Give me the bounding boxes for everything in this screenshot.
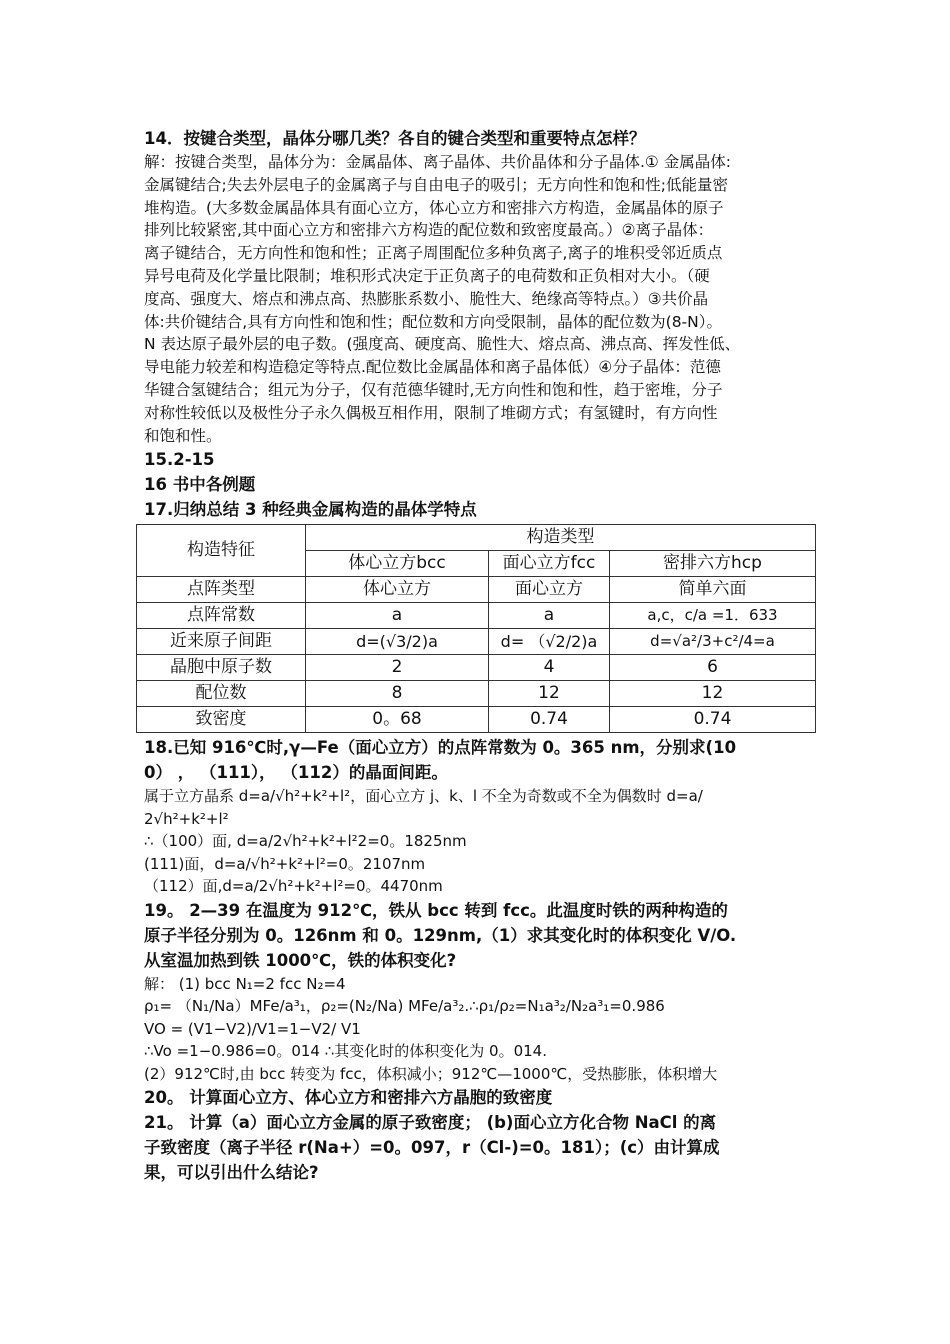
q21-title: 果，可以引出什么结论?: [144, 1163, 319, 1183]
q14-line: 和饱和性。: [144, 426, 222, 445]
table-cell: a: [489, 603, 610, 629]
table-cell: 6: [610, 655, 816, 681]
q18-title: 0） ， （111）， （112）的晶面间距。: [144, 763, 448, 783]
q19-title: 19。 2—39 在温度为 912℃，铁从 bcc 转到 fcc。此温度时铁的两种构造的: [144, 900, 728, 920]
q17-title: 17.归纳总结 3 种经典金属构造的晶体学特点: [144, 500, 477, 520]
table-cell: a: [306, 603, 489, 629]
q14-line: 堆构造。(大多数金属晶体具有面心立方，体心立方和密排六方构造，金属晶体的原子: [144, 198, 724, 217]
q14-line: 排列比较紧密,其中面心立方和密排六方构造的配位数和致密度最高。）②离子晶体：: [144, 221, 714, 240]
table-cell: 体心立方: [306, 577, 489, 603]
table-cell: 0。68: [306, 707, 489, 733]
col-fcc: 面心立方fcc: [489, 551, 610, 577]
q18-line: ∴（100）面, d=a/2√h²+k²+l²2=0。1825nm: [144, 832, 467, 851]
header-type: 构造类型: [306, 525, 816, 551]
q14-line: 华键合氢键结合；组元为分子，仅有范德华键时,无方向性和饱和性，趋于密堆，分子: [144, 380, 723, 399]
q19-title: 原子半径分别为 0。126nm 和 0。129nm,（1）求其变化时的体积变化 V/O.: [144, 925, 737, 945]
q15-title: 15.2-15: [144, 450, 215, 470]
q14-title: 14．按键合类型，晶体分哪几类？各自的键合类型和重要特点怎样？: [144, 129, 646, 148]
table-cell: 12: [489, 681, 610, 707]
q19-title: 从室温加热到铁 1000℃，铁的体积变化?: [144, 950, 457, 970]
table-header-row: [137, 525, 816, 551]
table-cell: 简单六面: [610, 577, 816, 603]
q21-title: 21。 计算（a）面心立方金属的原子致密度； (b)面心立方化合物 NaCl 的离: [144, 1113, 717, 1133]
q19-line: VO = (V1−V2)/V1=1−V2/ V1: [144, 1019, 361, 1038]
q14-line: 导电能力较差和构造稳定等特点.配位数比金属晶体和离子晶体低）④分子晶体：范德: [144, 358, 721, 377]
table-cell: 12: [610, 681, 816, 707]
q18-line: 2√h²+k²+l²: [144, 809, 229, 828]
q19-line: (2）912℃时,由 bcc 转变为 fcc，体积减小；912℃—1000℃，受热膨胀，体积增大: [144, 1064, 718, 1083]
q14-line: 异号电荷及化学量比限制；堆积形式决定于正负离子的电荷数和正负相对大小。（硬: [144, 266, 710, 285]
table-cell: d=(√3/2)a: [306, 629, 489, 655]
row-label: 点阵类型: [137, 577, 306, 603]
q21-title: 子致密度（离子半径 r(Na+）=0。097，r（Cl-)=0。181）；(c）由计算成: [144, 1138, 720, 1158]
table-cell: a,c，c/a =1．633: [610, 603, 816, 629]
q19-line: 解： (1) bcc N₁=2 fcc N₂=4: [144, 974, 346, 993]
q20-title: 20。 计算面心立方、体心立方和密排六方晶胞的致密度: [144, 1088, 553, 1108]
q14-line: 对称性较低以及极性分子永久偶极互相作用，限制了堆砌方式；有氢键时，有方向性: [144, 403, 718, 422]
q19-line: ∴Vo =1−0.986=0。014 ∴其变化时的体积变化为 0。014.: [144, 1042, 547, 1061]
q14-line: 离子键结合，无方向性和饱和性；正离子周围配位多种负离子,离子的堆积受邻近质点: [144, 244, 723, 263]
row-label: 近来原子间距: [137, 629, 306, 655]
table-row: [137, 603, 816, 629]
table-cell: 0.74: [610, 707, 816, 733]
q14-line: 度高、强度大、熔点和沸点高、热膨胀系数小、脆性大、绝缘高等特点。）③共价晶: [144, 289, 709, 308]
table-cell: 2: [306, 655, 489, 681]
row-label: 致密度: [137, 707, 306, 733]
table-row: [137, 577, 816, 603]
col-hcp: 密排六方hcp: [610, 551, 816, 577]
crystal-structure-table: [136, 524, 816, 733]
table-cell: 面心立方: [489, 577, 610, 603]
table-row: [137, 655, 816, 681]
table-row: [137, 707, 816, 733]
q14-line: 解：按键合类型，晶体分为：金属晶体、离子晶体、共价晶体和分子晶体.① 金属晶体:: [144, 153, 731, 171]
document-page: [144, 126, 816, 1185]
q14-line: 金属键结合;失去外层电子的金属离子与自由电子的吸引；无方向性和饱和性;低能量密: [144, 175, 728, 194]
q14-answer: [144, 151, 816, 447]
q16-title: 16 书中各例题: [144, 475, 256, 495]
header-feature: 构造特征: [137, 525, 306, 577]
table-cell: d= （√2/2)a: [489, 629, 610, 655]
q18-line: 属于立方晶系 d=a/√h²+k²+l²，面心立方 j、k、l 不全为奇数或不全为偶数时 d=a/: [144, 787, 703, 806]
q19-line: ρ₁= （N₁/Na）MFe/a³₁，ρ₂=(N₂/Na) MFe/a³₂.∴ρ₁/ρ₂=N₁a³₂/N₂a³₁=0.986: [144, 997, 665, 1016]
q18-line: (111)面，d=a/√h²+k²+l²=0。2107nm: [144, 854, 426, 873]
table-row: [137, 681, 816, 707]
table-cell: 0.74: [489, 707, 610, 733]
table-cell: 8: [306, 681, 489, 707]
table-cell: 4: [489, 655, 610, 681]
row-label: 点阵常数: [137, 603, 306, 629]
table-cell: d=√a²/3+c²/4=a: [610, 629, 816, 655]
q18-line: （112）面,d=a/2√h²+k²+l²=0。4470nm: [144, 877, 443, 896]
row-label: 晶胞中原子数: [137, 655, 306, 681]
col-bcc: 体心立方bcc: [306, 551, 489, 577]
row-label: 配位数: [137, 681, 306, 707]
q18-title: 18.已知 916℃时,γ—Fe（面心立方）的点阵常数为 0。365 nm，分别求(10: [144, 738, 737, 758]
q14-line: N 表达原子最外层的电子数。(强度高、硬度高、脆性大、熔点高、沸点高、挥发性低、: [144, 335, 741, 354]
table-row: [137, 629, 816, 655]
q14-line: 体:共价键结合,具有方向性和饱和性；配位数和方向受限制，晶体的配位数为(8-N）。: [144, 312, 722, 331]
